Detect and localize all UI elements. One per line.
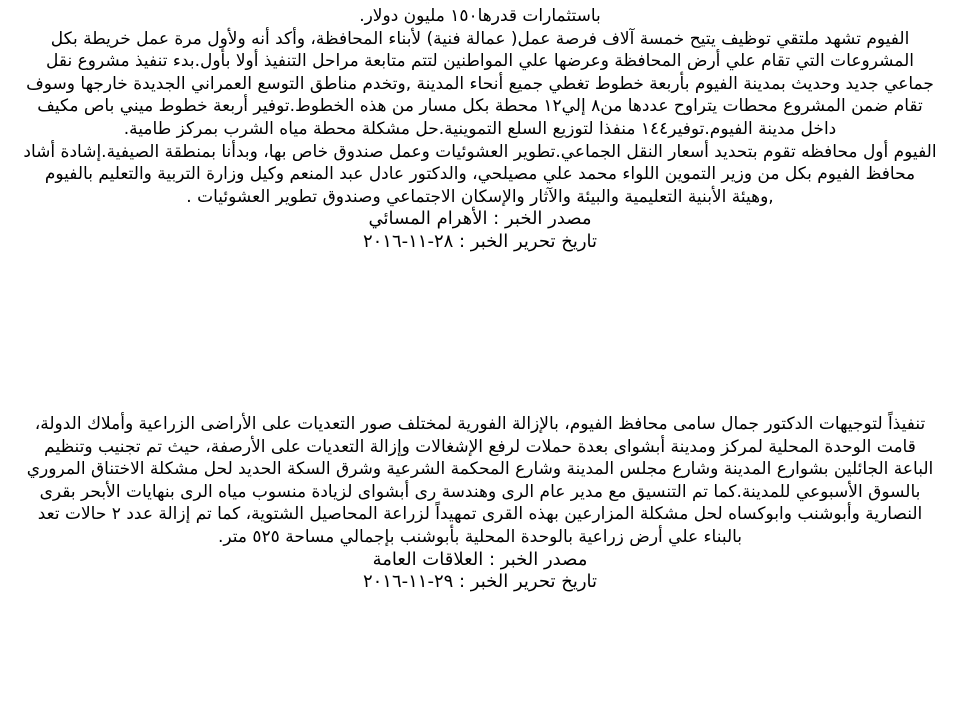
- article-1-paragraph-1: باستثمارات قدرها١٥٠ مليون دولار.: [359, 6, 601, 26]
- article-1-paragraph-3: الفيوم أول محافظه تقوم بتحديد أسعار النقل الجماعي.تطوير العشوئيات وعمل صندوق خاص بها، وبدأنا بمنطقة الصيفية.إشادة أشاد محافظ الفيوم بكل من وزير التموين اللواء محمد علي مصيلحي، والدكتور عادل عبد المنعم وكيل وزارة التربية والتعليم بالفيوم ,وهيئة الأبنية التعليمية والبيئة والآثار والإسكان الاجتماعي وصندوق تطوير العشوئيات .: [23, 141, 937, 207]
- news-article-1: [22, 5, 938, 254]
- article-1-date: تاريخ تحرير الخبر : ٢٨-١١-٢٠١٦: [362, 230, 598, 252]
- article-2-date: تاريخ تحرير الخبر : ٢٩-١١-٢٠١٦: [362, 571, 598, 593]
- news-article-2: [22, 413, 938, 594]
- article-2-source: مصدر الخبر : العلاقات العامة: [372, 548, 588, 570]
- article-1-source: مصدر الخبر : الأهرام المسائي: [368, 208, 592, 230]
- article-2-paragraph-1: تنفيذاً لتوجيهات الدكتور جمال سامى محافظ الفيوم، بالإزالة الفورية لمختلف صور التعديات على الأراضى الزراعية وأملاك الدولة، قامت الوحدة المحلية لمركز ومدينة أبشواى بعدة حملات لرفع الإشغالات وإزالة التعديات على الأرصفة، حيث تم تجنيب وتنظيم الباعة الجائلين بشوارع المدينة وشارع مجلس المدينة وشارع المحكمة الشرعية وشرق السكة الحديد لحل مشكلة الاختناق المروري بالسوق الأسبوعي للمدينة.كما تم التنسيق مع مدير عام الرى وهندسة رى أبشواى لزيادة منسوب مياه الرى بنهايات الأبحر بقرى النصارية وأبوشنب وابوكساه لحل مشكلة المزارعين بهذه القرى تمهيداً لزراعة المحاصيل الشتوية، كما تم إزالة عدد ٢ حالات تعد بالبناء علي أرض زراعية بالوحدة المحلية بأبوشنب بإجمالي مساحة ٥٢٥ متر.: [26, 414, 934, 547]
- article-1-paragraph-2: الفيوم تشهد ملتقي توظيف يتيح خمسة آلاف فرصة عمل( عمالة فنية) لأبناء المحافظة، وأكد أنه ولأول مرة عمل خريطة بكل المشروعات التي تقام علي أرض المحافظة وعرضها علي المواطنين لتتم متابعة مراحل التنفيذ أولا بأول.بدء تنفيذ مشروع نقل جماعي جديد وحديث بمدينة الفيوم بأربعة خطوط تغطي جميع أنحاء المدينة ,وتخدم مناطق التوسع العمراني الجديدة خارجها وسوف تقام ضمن المشروع محطات يتراوح عددها من٨ إلي١٢ محطة بكل مسار من هذه الخطوط.توفير أربعة خطوط ميني باص مكيف داخل مدينة الفيوم.توفير١٤٤ منفذا لتوزيع السلع التموينية.حل مشكلة محطة مياه الشرب بمركز طامية.: [26, 28, 934, 139]
